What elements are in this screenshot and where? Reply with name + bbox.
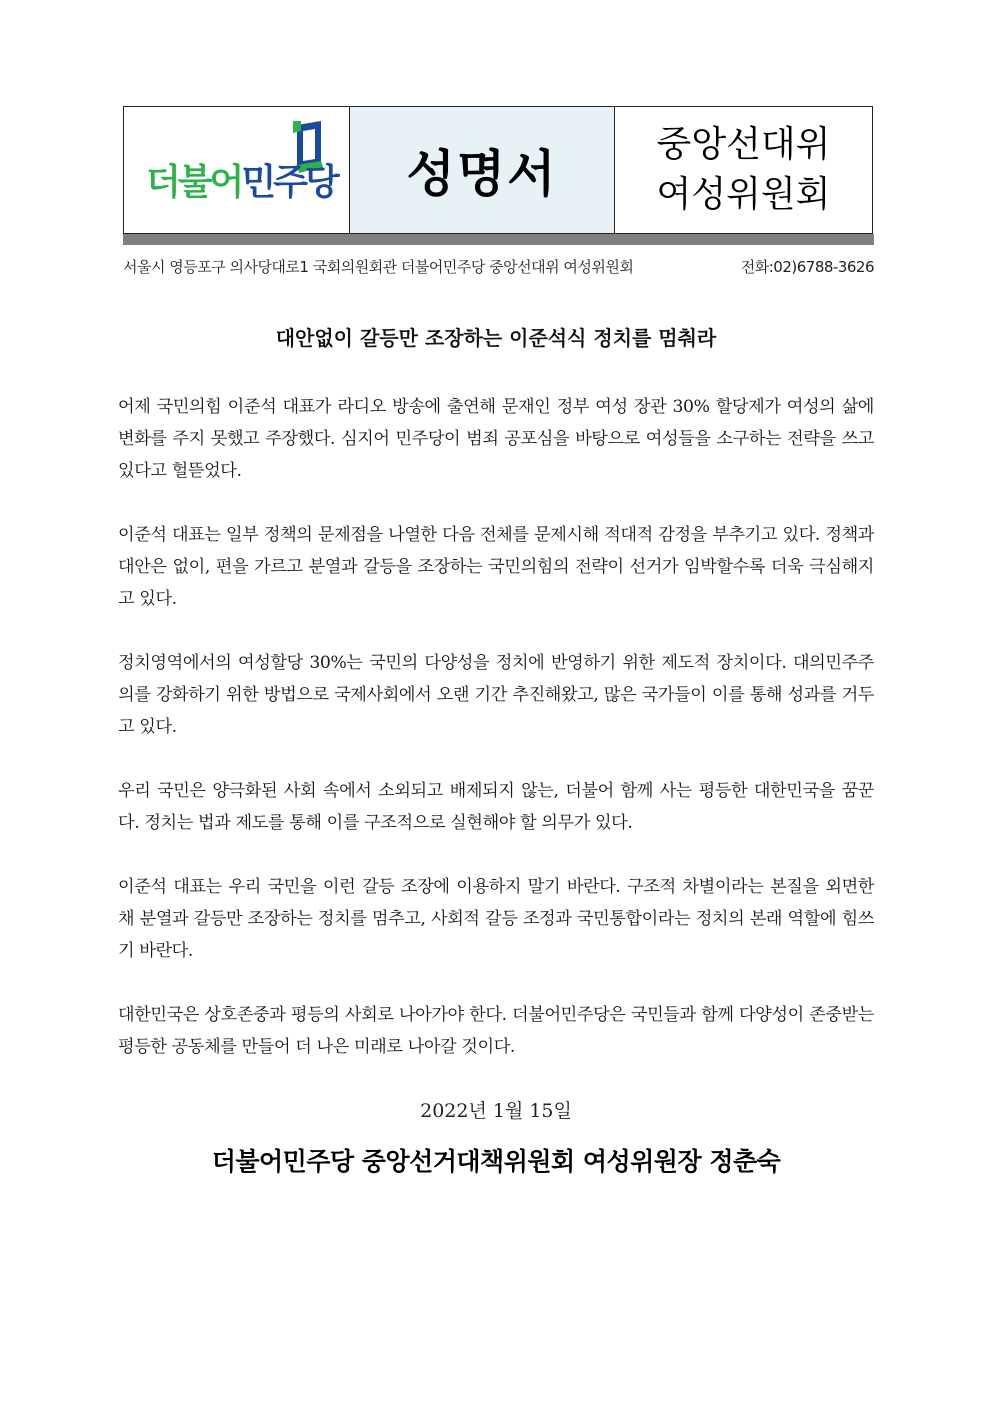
body-paragraph: 우리 국민은 양극화된 사회 속에서 소외되고 배제되지 않는, 더불어 함께 사는 평등한 대한민국을 꿈꾼다. 정치는 법과 제도를 통해 이를 구조적으로 실현해야 할 의무가 있다. <box>118 781 874 833</box>
organization-line-2: 여성위원회 <box>656 174 831 215</box>
statement-signature: 더불어민주당 중앙선거대책위원회 여성위원장 정춘숙 <box>211 1147 781 1176</box>
body-paragraph: 어제 국민의힘 이준석 대표가 라디오 방송에 출연해 문재인 정부 여성 장관 30% 할당제가 여성의 삶에 변화를 주지 못했고 주장했다. 심지어 민주당이 범죄 공포심을 바탕으로 여성들을 소구하는 전략을 쓰고 있다고 헐뜯었다. <box>118 397 874 481</box>
document-type-title: 성명서 <box>406 145 558 203</box>
address-phone: 전화:02)6788-3626 <box>740 258 874 276</box>
organization-line-1: 중앙선대위 <box>656 124 831 165</box>
statement-date: 2022년 1월 15일 <box>420 1100 572 1122</box>
body-paragraph: 정치영역에서의 여성할당 30%는 국민의 다양성을 정치에 반영하기 위한 제도적 장치이다. 대의민주주의를 강화하기 위한 방법으로 국제사회에서 오랜 기간 추진해왔고, 많은 국가들이 이를 통해 성과를 거두고 있다. <box>118 653 874 737</box>
organization-cell <box>615 107 872 233</box>
statement-headline: 대안없이 갈등만 조장하는 이준석식 정치를 멈춰라 <box>275 326 717 350</box>
party-logo-cell <box>124 107 350 233</box>
body-paragraph: 이준석 대표는 우리 국민을 이런 갈등 조장에 이용하지 말기 바란다. 구조적 차별이라는 본질을 외면한 채 분열과 갈등만 조장하는 정치를 멈추고, 사회적 갈등 조정과 국민통합이라는 정치의 본래 역할에 힘쓰기 바란다. <box>118 877 874 961</box>
header-shadow-bar <box>123 234 874 245</box>
address-line <box>123 256 874 277</box>
body-paragraph: 이준석 대표는 일부 정책의 문제점을 나열한 다음 전체를 문제시해 적대적 감정을 부추기고 있다. 정책과 대안은 없이, 편을 가르고 분열과 갈등을 조장하는 국민의힘의 전략이 선거가 임박할수록 더욱 극심해지고 있다. <box>118 525 874 609</box>
address-location: 서울시 영등포구 의사당대로1 국회의원회관 더불어민주당 중앙선대위 여성위원회 <box>123 258 634 276</box>
title-cell <box>350 107 615 233</box>
body-paragraph: 대한민국은 상호존중과 평등의 사회로 나아가야 한다. 더불어민주당은 국민들과 함께 다양성이 존중받는 평등한 공동체를 만들어 더 나은 미래로 나아갈 것이다. <box>118 1005 874 1057</box>
statement-header <box>123 106 873 234</box>
statement-body <box>118 391 874 1095</box>
party-logo-text: 더불어민주당 <box>146 162 337 203</box>
